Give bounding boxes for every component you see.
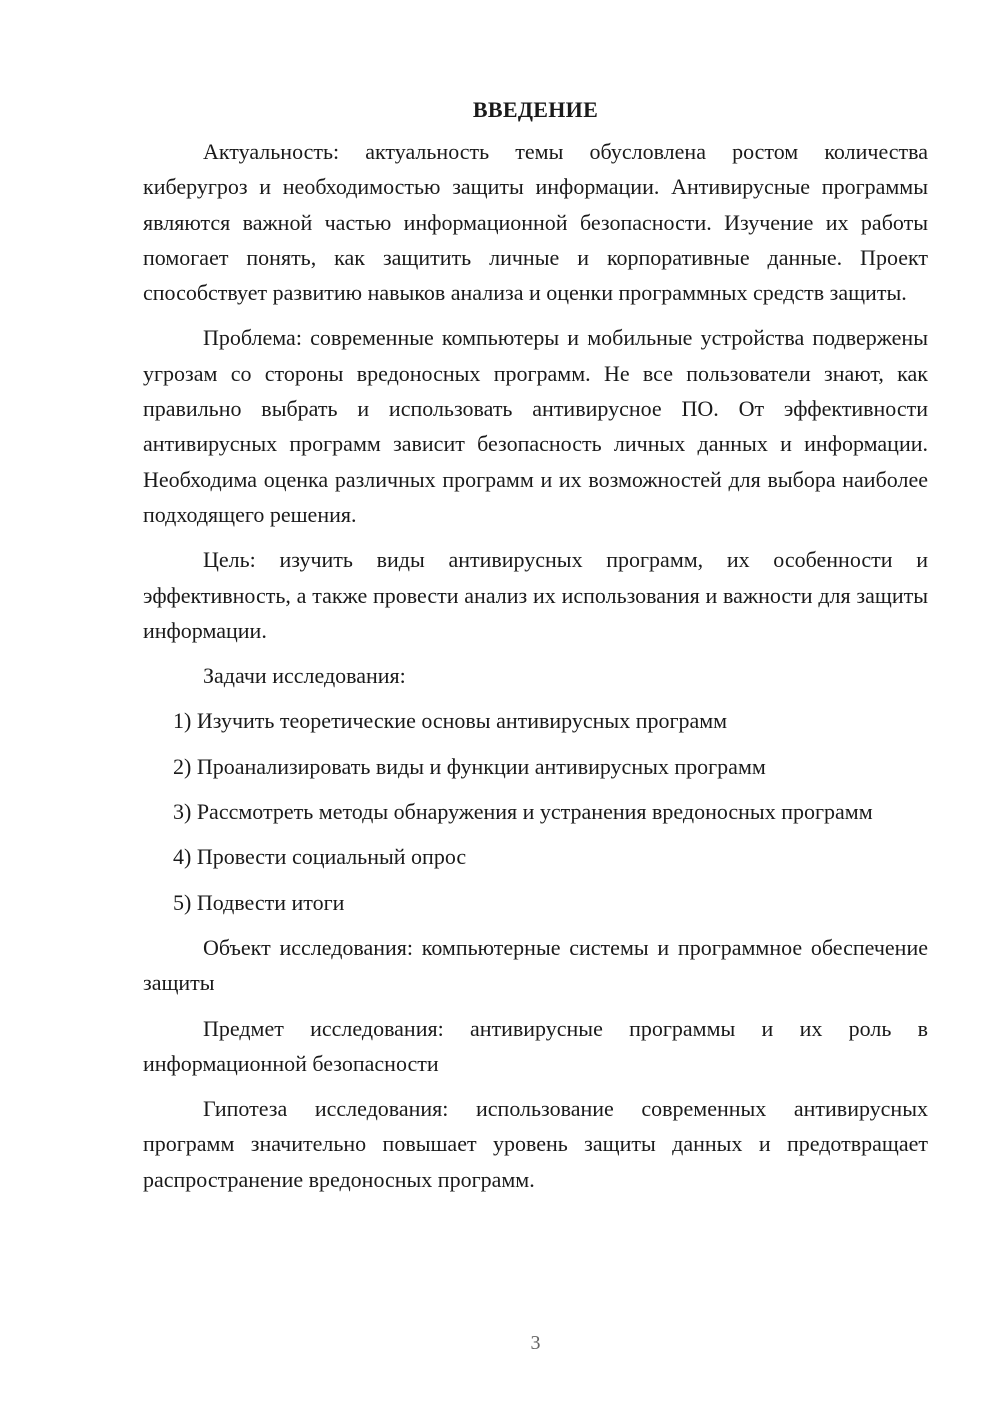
tasks-heading: Задачи исследования:	[203, 663, 406, 689]
paragraph-relevance: Актуальность: актуальность темы обусловлена ростом количества киберугроз и необходимостью защиты информации. Антивирусные программы являются важной частью информационной безопасности. Изучение их работы помогает понять, как защитить личные и корпоративные данные. Проект способствует развитию навыков анализа и оценки программных средств защиты.	[143, 139, 928, 306]
paragraph-hypothesis: Гипотеза исследования: использование современных антивирусных программ значительно повышает уровень защиты данных и предотвращает распространение вредоносных программ.	[143, 1096, 928, 1192]
document-body	[143, 92, 928, 1207]
task-item: 5) Подвести итоги	[173, 889, 345, 915]
task-item: 4) Провести социальный опрос	[173, 844, 467, 870]
task-item: 3) Рассмотреть методы обнаружения и устранения вредоносных программ	[173, 799, 873, 825]
task-item: 1) Изучить теоретические основы антивирусных программ	[173, 708, 728, 734]
task-item: 2) Проанализировать виды и функции антивирусных программ	[173, 753, 766, 779]
paragraph-goal: Цель: изучить виды антивирусных программ, их особенности и эффективность, а также провести анализ их использования и важности для защиты информации.	[143, 547, 928, 643]
paragraph-subject: Предмет исследования: антивирусные программы и их роль в информационной безопасности	[143, 1015, 928, 1076]
page-title: ВВЕДЕНИЕ	[472, 97, 599, 122]
paragraph-object: Объект исследования: компьютерные системы и программное обеспечение защиты	[143, 934, 928, 996]
paragraph-problem: Проблема: современные компьютеры и мобильные устройства подвержены угрозам со стороны вредоносных программ. Не все пользователи знают, как правильно выбрать и использовать антивирусное ПО. От эффективности антивирусных программ зависит безопасность личных данных и информации. Необходима оценка различных программ и их возможностей для выбора наиболее подходящего решения.	[143, 325, 928, 527]
page-number: 3	[530, 1332, 541, 1354]
